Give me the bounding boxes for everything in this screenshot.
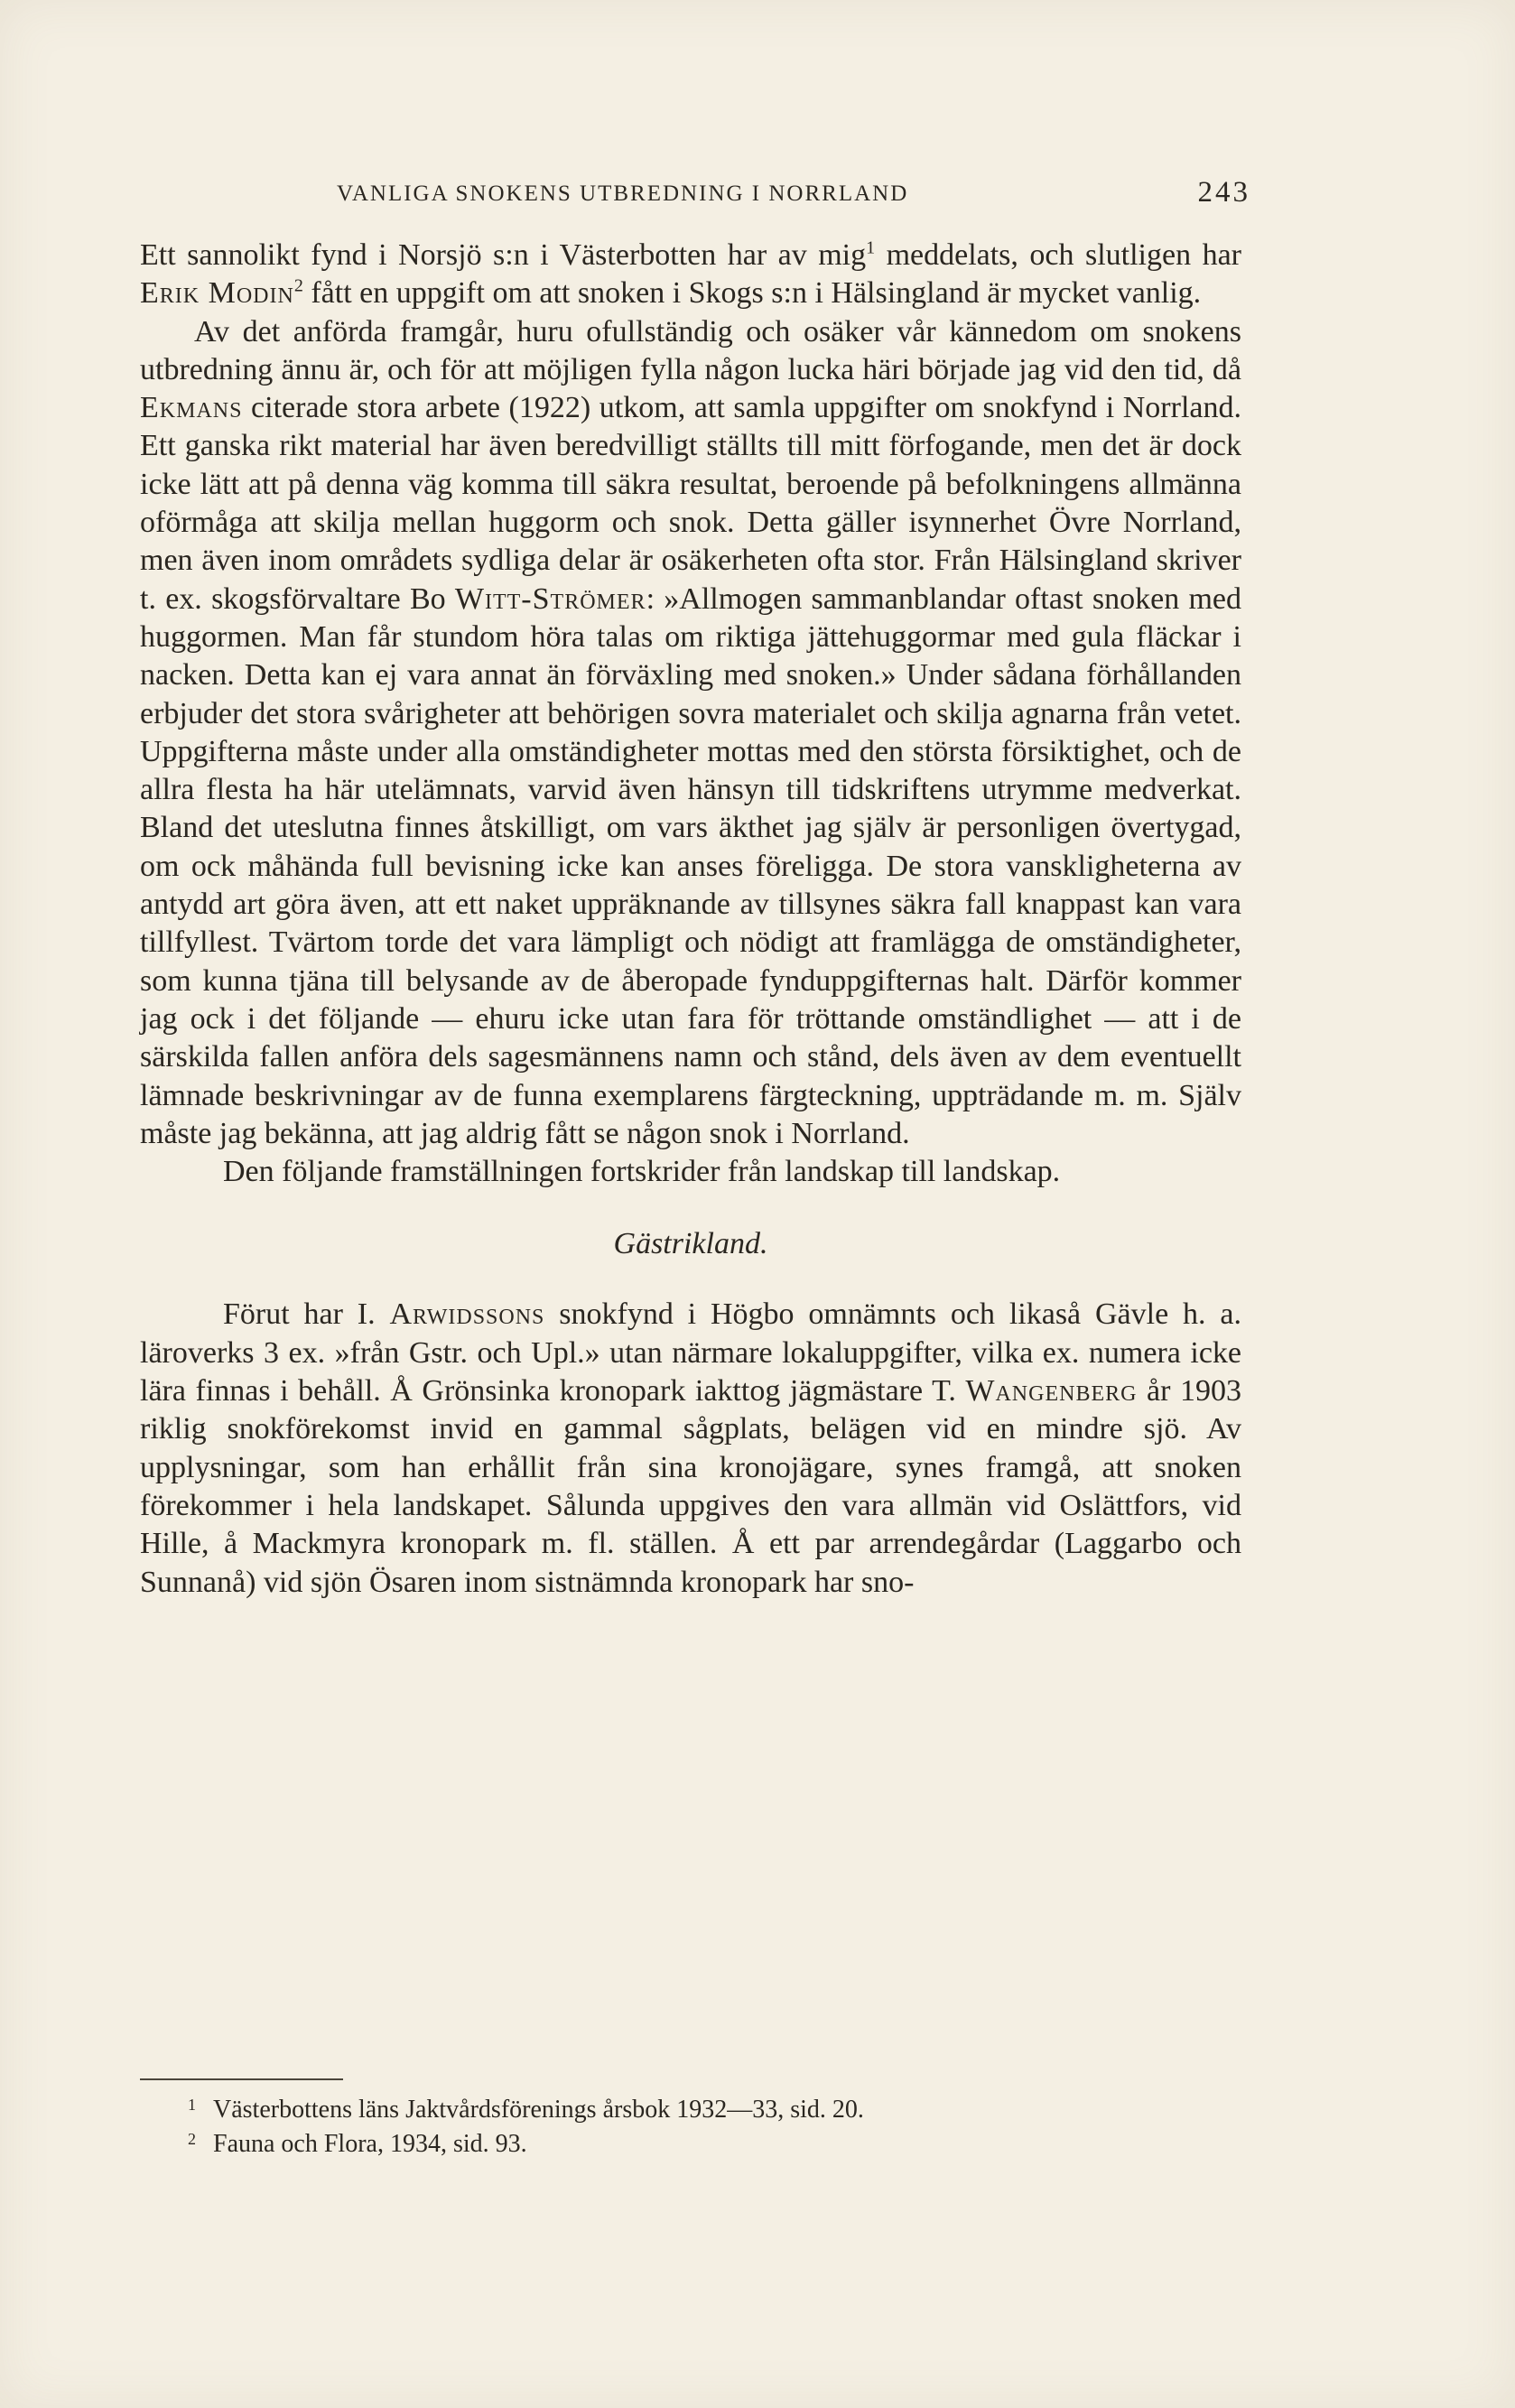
footnote-text: Västerbottens läns Jaktvårdsförenings årsbok 1932—33, sid. 20.	[213, 2096, 864, 2124]
footnotes	[188, 2093, 1242, 2162]
running-head	[140, 176, 1250, 212]
author-name: Witt-Strömer	[454, 581, 646, 616]
footnote-1	[188, 2093, 1242, 2127]
footnote-rule	[140, 2078, 343, 2080]
paragraph-3: Den följande framställningen fortskrider från landskap till landskap.	[223, 1155, 1061, 1189]
footnote-text: Fauna och Flora, 1934, sid. 93.	[213, 2130, 527, 2158]
author-name: Ekmans	[140, 391, 243, 425]
running-title: VANLIGA SNOKENS UTBREDNING I NORRLAND	[337, 181, 909, 206]
page-number: 243	[1197, 176, 1250, 209]
paragraph-1: Ett sannolikt fynd i Norsjö s:n i Västerbotten har av mig$^1$ meddelats, och slutligen har Erik Modin$^2$ fått en uppgift om att snoken i Skogs s:n i Hälsingland är mycket vanlig.	[140, 237, 1241, 311]
footnote-mark: 1	[188, 2096, 196, 2114]
author-name: Arwidssons	[389, 1297, 545, 1332]
section-heading: Gästrikland.	[613, 1227, 768, 1261]
footnote-ref-2: 2	[293, 275, 303, 296]
paragraph-2: Av det anförda framgår, huru ofullständig och osäker vår kännedom om snokens utbredning ännu är, och för att möjligen fylla någon lucka häri började jag vid den tid, då Ekmans citerade stora arbete (1922) utkom, att samla uppgifter om snokfynd i Norrland. Ett ganska rikt material har även beredvilligt ställts till mitt förfogande, men det är dock icke lätt att på denna väg komma till säkra resultat, beroende på befolkningens allmänna oförmåga att skilja mellan huggorm och snok. Detta gäller isynnerhet Övre Norrland, men även inom områdets sydliga delar är osäkerheten ofta stor. Från Hälsingland skriver t. ex. skogsförvaltare Bo Witt-Strömer: »Allmogen sammanblandar oftast snoken med huggormen. Man får stundom höra talas om riktiga jättehuggormar med gula fläckar i nacken. Detta kan ej vara annat än förväxling med snoken.» Under sådana förhållanden erbjuder det stora svårigheter att behörigen sovra materialet och skilja agnarna från vetet. Uppgifterna måste under alla omständigheter mottas med den största försiktighet, och de allra flesta ha här utelämnats, varvid även hänsyn till tidskriftens utrymme medverkat. Bland det uteslutna finnes åtskilligt, om vars äkthet jag själv är personligen övertygad, om ock måhända full bevisning icke kan anses föreligga. De stora vanskligheterna av antydd art göra även, att ett naket uppräknande av tillsynes säkra fall knappast kan vara tillfyllest. Tvärtom torde det vara lämpligt och nödigt att framlägga de omständigheter, som kunna tjäna till belysande av de åberopade fynduppgifternas halt. Därför kommer jag ock i det följande — ehuru icke utan fara för tröttande omständlighet — att i de särskilda fallen anföra dels sagesmännens namn och stånd, dels även av dem eventuellt lämnade beskrivningar av de funna exemplarens färgteckning, uppträdande m. m. Själv måste jag bekänna, att jag aldrig fått se någon snok i Norrland.	[140, 314, 1241, 1150]
body-text	[140, 237, 1241, 1602]
footnote-2	[188, 2127, 1242, 2162]
footnote-ref-1: 1	[866, 237, 876, 258]
paragraph-4: Förut har I. Arwidssons snokfynd i Högbo omnämnts och likaså Gävle h. a. läroverks 3 ex. »från Gstr. och Upl.» utan närmare lokaluppgifter, vilka ex. numera icke lära finnas i behåll. Å Grönsinka kronopark iakttog jägmästare T. Wangenberg år 1903 riklig snokförekomst invid en gammal sågplats, belägen vid en mindre sjö. Av upplysningar, som han erhållit från sina kronojägare, synes framgå, att snoken förekommer i hela landskapet. Sålunda uppgives den vara allmän vid Oslättfors, vid Hille, å Mackmyra kronopark m. fl. ställen. Å ett par arrendegårdar (Laggarbo och Sunnanå) vid sjön Ösaren inom sistnämnda kronopark har sno-	[140, 1297, 1241, 1599]
author-name: Wangenberg	[965, 1374, 1138, 1409]
author-name: Erik Modin	[140, 276, 294, 311]
footnote-mark: 2	[188, 2130, 196, 2148]
